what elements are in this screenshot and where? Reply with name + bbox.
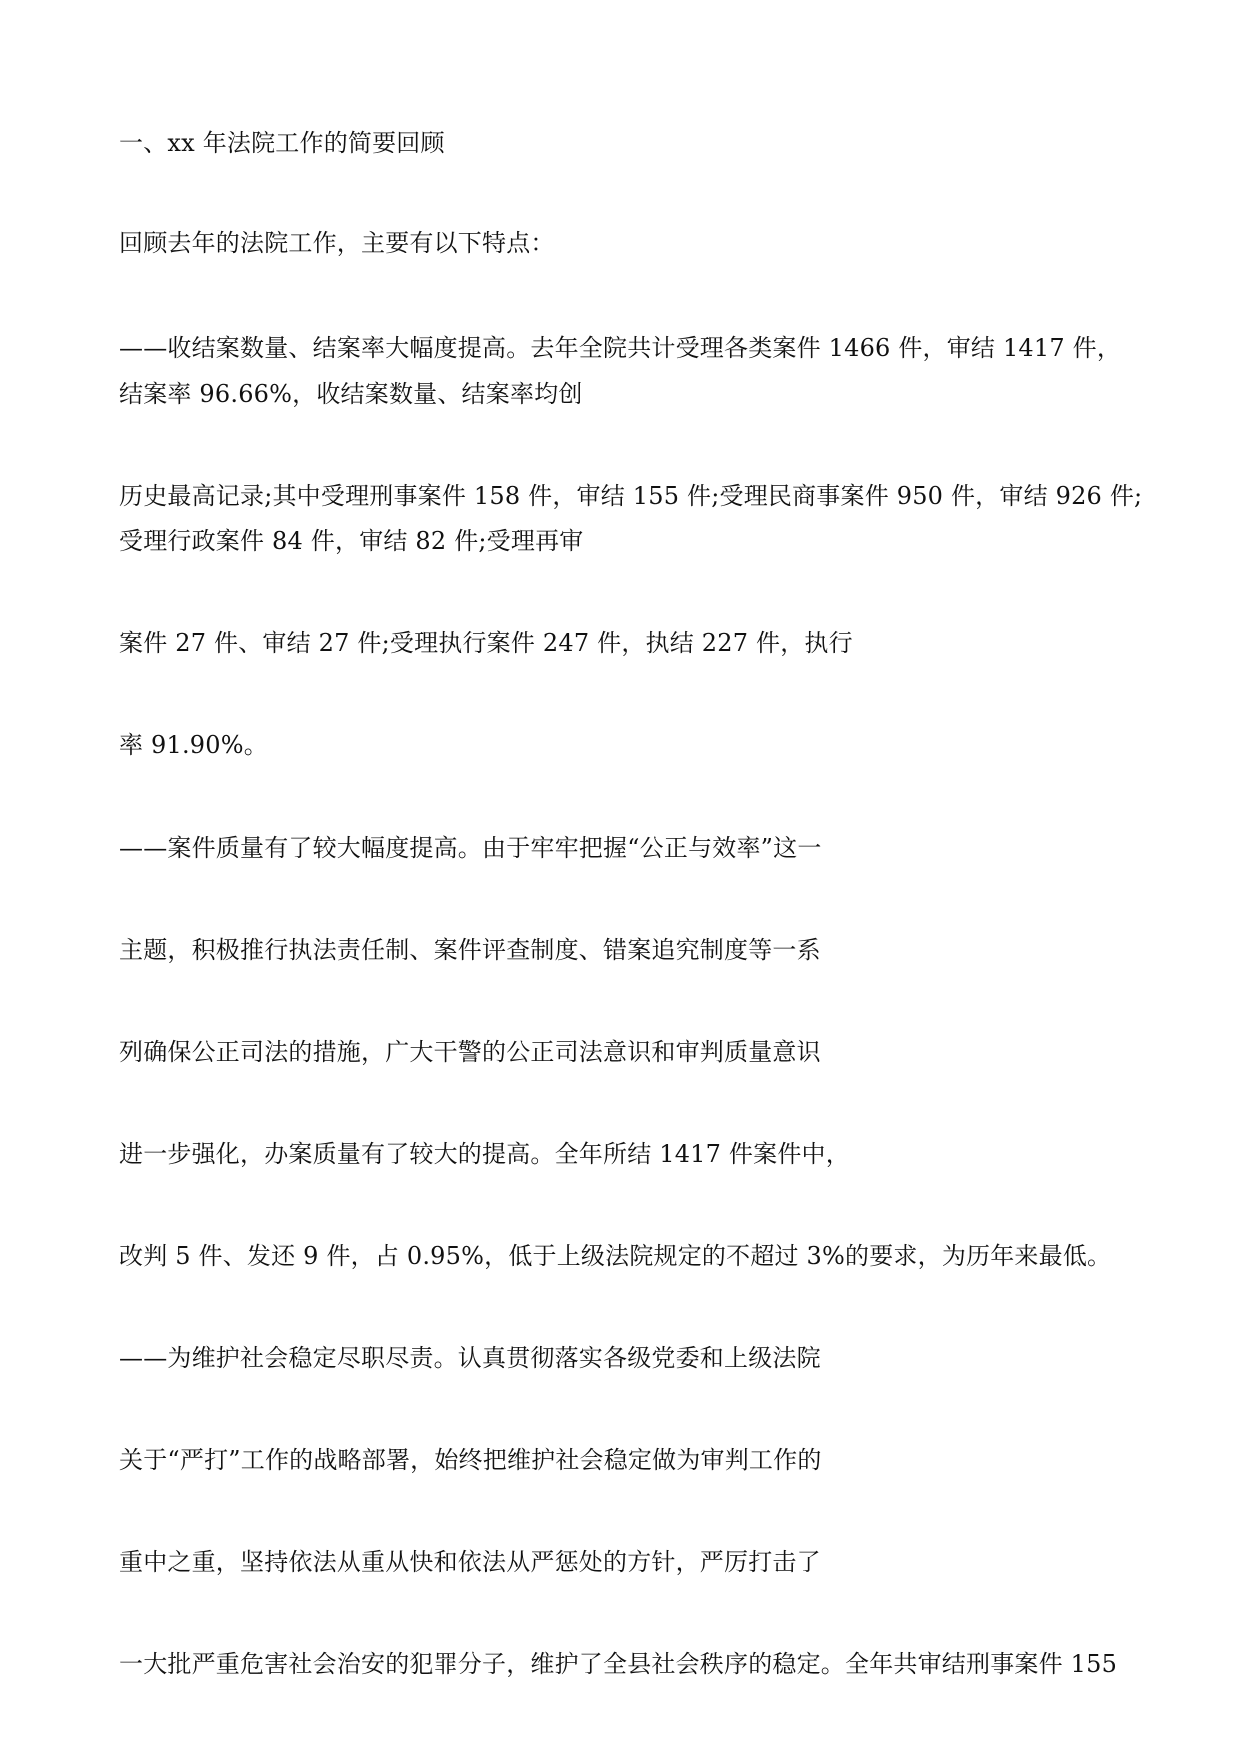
paragraph-line: 结案率 96.66%，收结案数量、结案率均创	[119, 380, 583, 408]
paragraph-line: 率 91.90%。	[119, 731, 268, 759]
paragraph-line: 改判 5 件、发还 9 件，占 0.95%，低于上级法院规定的不超过 3%的要求，为历年来最低。	[119, 1242, 1112, 1270]
paragraph-line: 一大批严重危害社会治安的犯罪分子，维护了全县社会秩序的稳定。全年共审结刑事案件 155	[119, 1650, 1118, 1678]
paragraph-line: 列确保公正司法的措施，广大干警的公正司法意识和审判质量意识	[119, 1038, 821, 1066]
paragraph-line: ——为维护社会稳定尽职尽责。认真贯彻落实各级党委和上级法院	[119, 1344, 821, 1372]
section-heading: 一、xx 年法院工作的简要回顾	[119, 129, 445, 157]
paragraph-line: 历史最高记录;其中受理刑事案件 158 件，审结 155 件;受理民商事案件 950 件，审结 926 件;	[119, 482, 1143, 510]
paragraph-line: 主题，积极推行执法责任制、案件评查制度、错案追究制度等一系	[119, 936, 821, 964]
paragraph-line: 进一步强化，办案质量有了较大的提高。全年所结 1417 件案件中，	[119, 1140, 850, 1168]
paragraph-line: 重中之重，坚持依法从重从快和依法从严惩处的方针，严厉打击了	[119, 1548, 821, 1576]
paragraph-line: 案件 27 件、审结 27 件;受理执行案件 247 件，执结 227 件，执行	[119, 629, 853, 657]
paragraph-line: ——案件质量有了较大幅度提高。由于牢牢把握“公正与效率”这一	[119, 834, 822, 862]
paragraph-line: 受理行政案件 84 件，审结 82 件;受理再审	[119, 527, 584, 555]
paragraph-line: 关于“严打”工作的战略部署，始终把维护社会稳定做为审判工作的	[119, 1446, 822, 1474]
paragraph-line: ——收结案数量、结案率大幅度提高。去年全院共计受理各类案件 1466 件，审结 1417 件，	[119, 334, 1122, 362]
intro-paragraph: 回顾去年的法院工作，主要有以下特点：	[119, 229, 555, 257]
